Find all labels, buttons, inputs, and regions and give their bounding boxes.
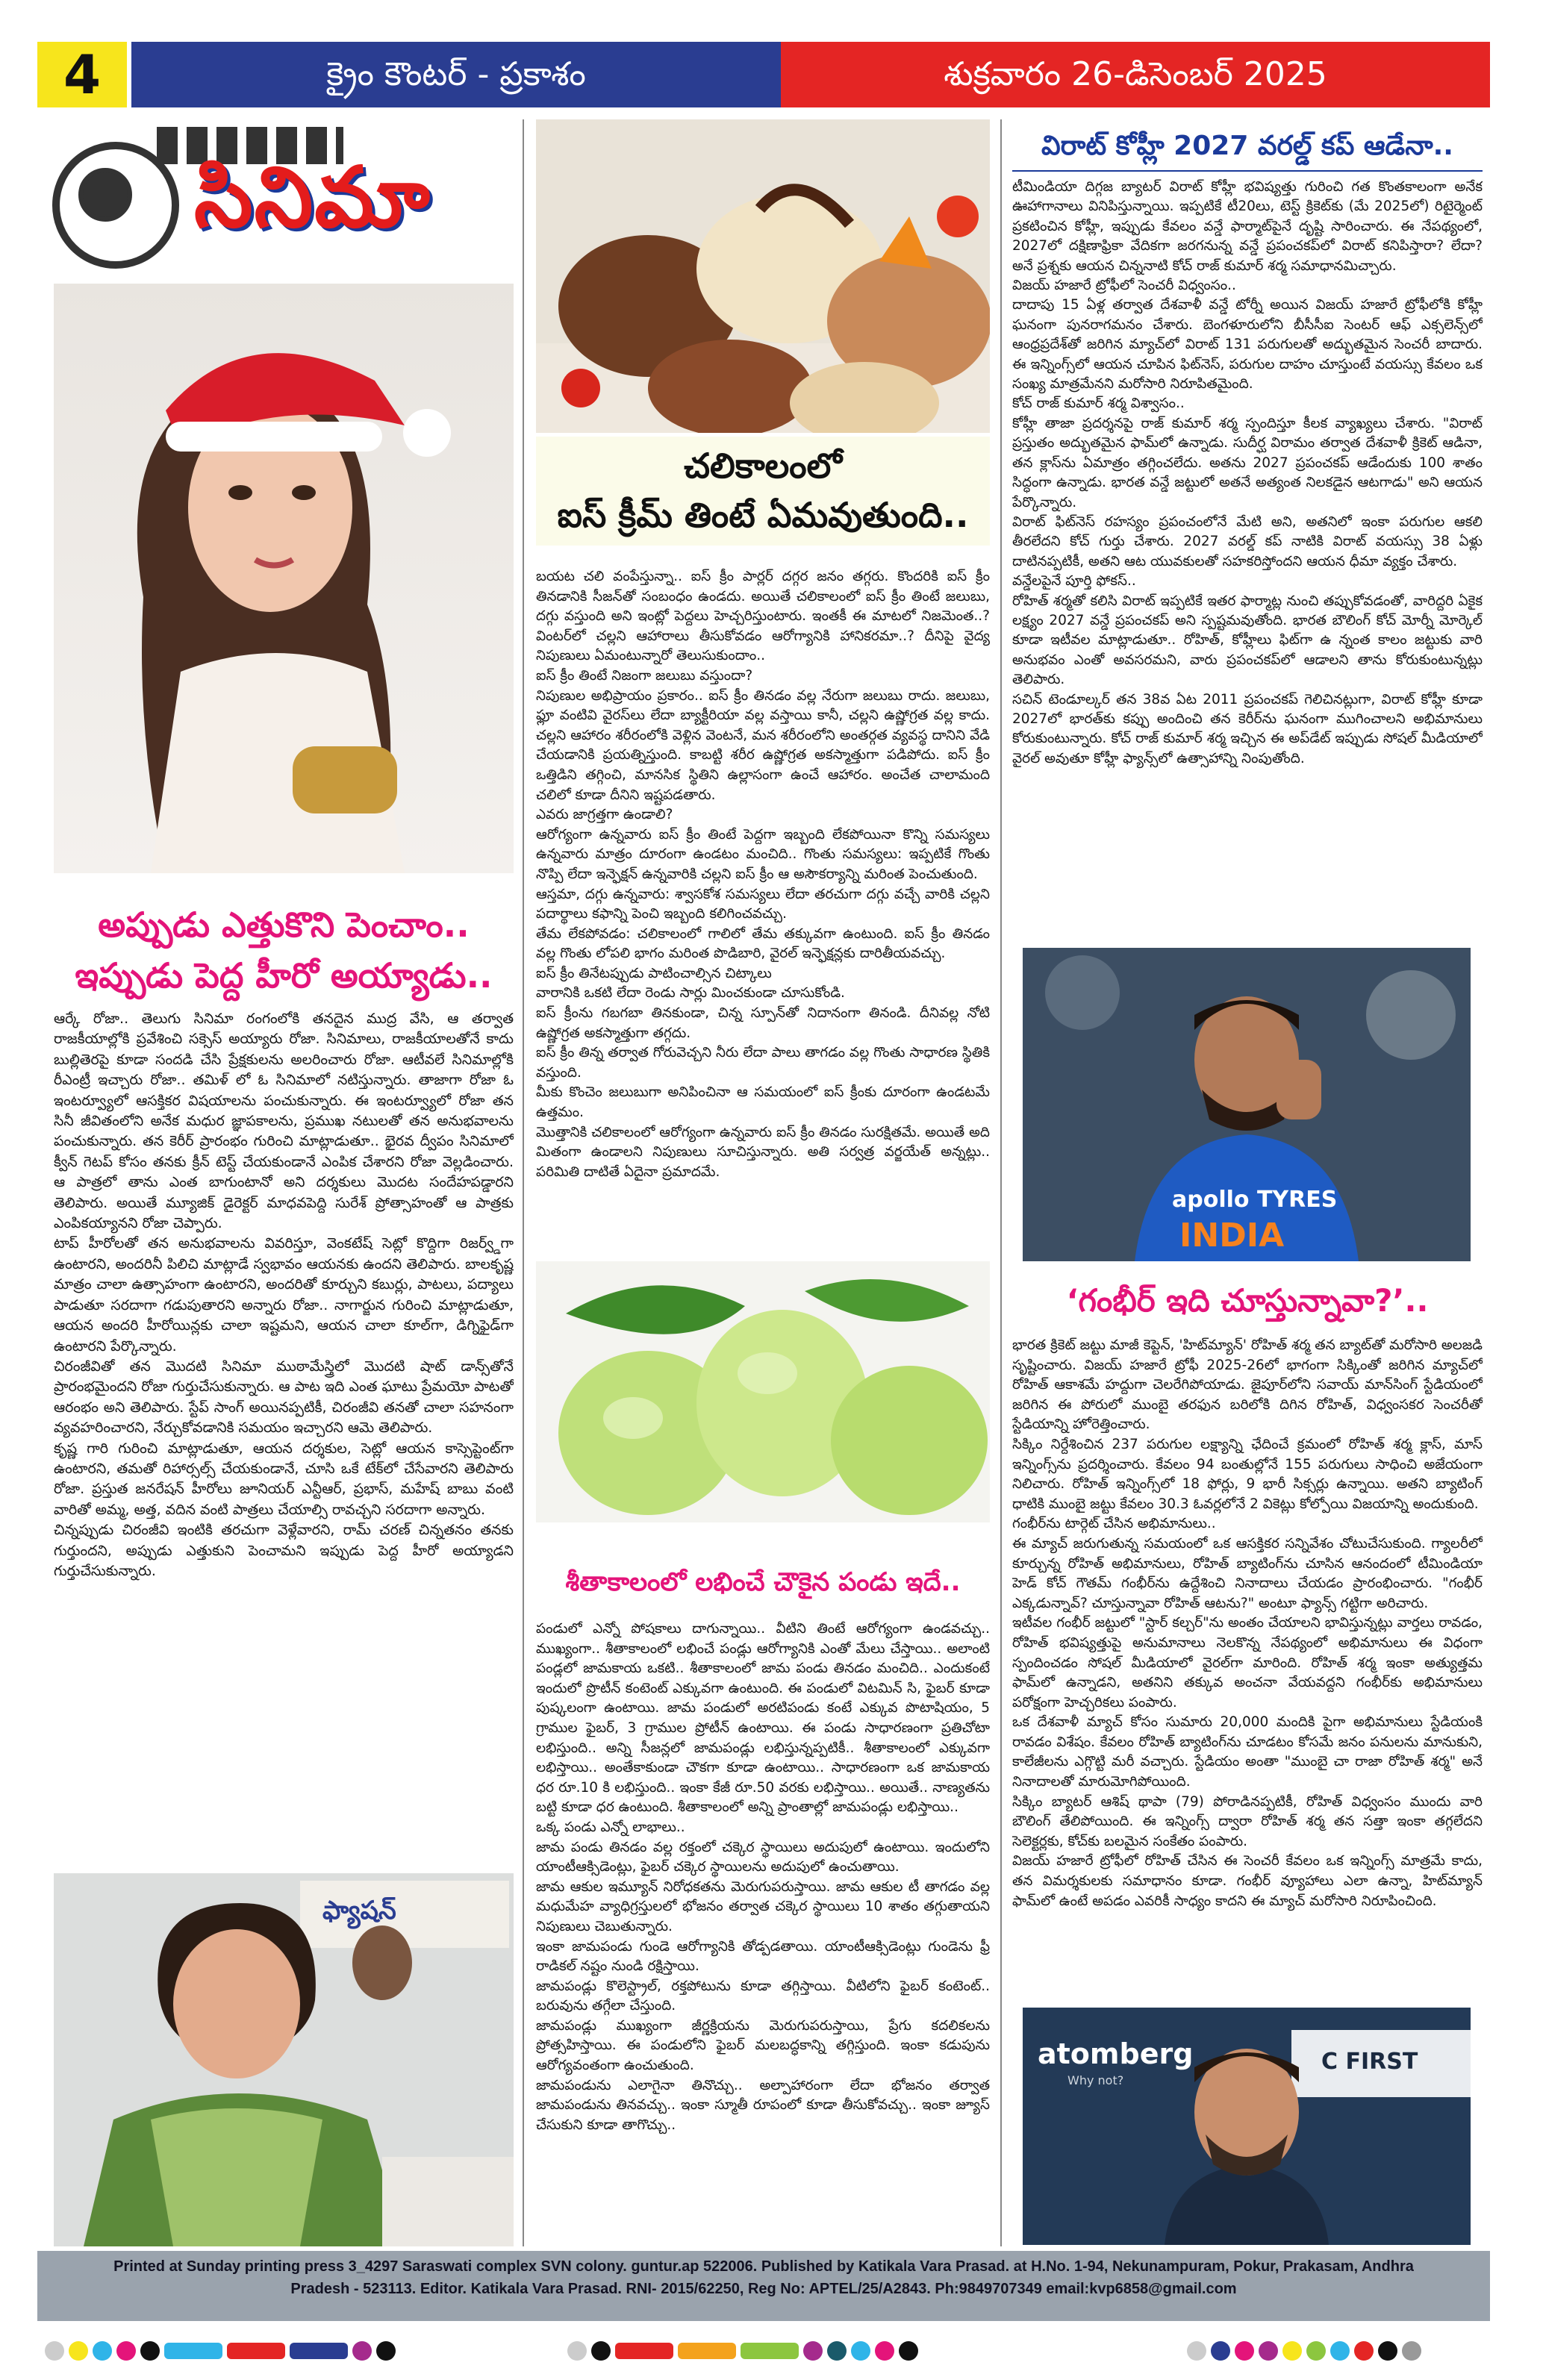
publisher-footer xyxy=(37,2251,1490,2321)
header-title-bar xyxy=(131,42,781,107)
page-date: శుక్రవారం 26-డిసెంబర్ 2025 xyxy=(944,55,1327,93)
cinema-headline-line-1: అప్పుడు ఎత్తుకొని పెంచాం.. xyxy=(98,905,470,945)
column-divider-1 xyxy=(523,119,524,2246)
gambhir-banner-subtext: Why not? xyxy=(1067,2073,1124,2087)
registration-dot xyxy=(1330,2341,1350,2361)
color-registration-marks-right xyxy=(1187,2340,1421,2362)
kohli-headline-underline xyxy=(1012,170,1483,172)
icecream-article-body: బయట చలి వంపేస్తున్నా.. ఐస్ క్రీం పార్లర్ దగ్గర జనం తగ్గరు. కొందరికి ఐస్ క్రీం తినడానికి సీజన్‌తో సంబంధం ఉండదు. అయితే చలికాలంలో ఐస్ క్రీం తింటే జలుబు, దగ్గు వస్తుంది అని ఇంట్లో పెద్దలు హెచ్చరిస్తుంటారు. ఇంతకీ ఈ మాటలో నిజమెంత..? వింటర్‌లో చల్లని ఆహారాలు తీసుకోవడం ఆరోగ్యానికి హానికరమా..? దీనిపై వైద్య నిపుణులు ఏమంటున్నారో తెలుసుకుందాం.. ఐస్ క్రీం తింటే నిజంగా జలుబు వస్తుందా? నిపుణుల అభిప్రాయం ప్రకారం.. ఐస్ క్రీం తినడం వల్ల నేరుగా జలుబు రాదు. జలుబు, ఫ్లూ వంటివి వైరస్‌లు లేదా బ్యాక్టీరియా వల్ల వస్తాయి కానీ, చల్లని ఉష్ణోగ్రత వల్ల కాదు. చల్లని ఆహారం శరీరంలోకి వెళ్లిన వెంటనే, మన శరీరంలోని అంతర్గత వ్యవస్థ దానిని వేడి చేయడానికి ప్రయత్నిస్తుంది. కాబట్టి శరీర ఉష్ణోగ్రత అకస్మాత్తుగా పడిపోదు. ఐస్ క్రీం ఒత్తిడిని తగ్గించి, మానసిక స్థితిని ఉల్లాసంగా ఉంచే ఆహారం. అంచేత చాలామంది చలిలో కూడా దీనిని ఇష్టపడతారు. ఎవరు జాగ్రత్తగా ఉండాలి? ఆరోగ్యంగా ఉన్నవారు ఐస్ క్రీం తింటే పెద్దగా ఇబ్బంది లేకపోయినా కొన్ని సమస్యలు ఉన్నవారు మాత్రం దూరంగా ఉండటం మంచిది.. గొంతు సమస్యలు: ఇప్పటికే గొంతు నొప్పి లేదా ఇన్ఫెక్షన్ ఉన్నవారికి చల్లని ఐస్ క్రీం ఆ అసౌకర్యాన్ని మరింత పెంచుతుంది. ఆస్తమా, దగ్గు ఉన్నవారు: శ్వాసకోశ సమస్యలు లేదా తరచుగా దగ్గు వచ్చే వారికి చల్లని పదార్థాలు కఫాన్ని పెంచి ఇబ్బంది కలిగించవచ్చు. తేమ లేకపోవడం: చలికాలంలో గాలిలో తేమ తక్కువగా ఉంటుంది. ఐస్ క్రీం తినడం వల్ల గొంతు లోపలి భాగం మరింత పొడిబారి, వైరల్ ఇన్ఫెక్షన్లకు దారితీయవచ్చు. ఐస్ క్రీం తినేటప్పుడు పాటించాల్సిన చిట్కాలు వారానికి ఒకటి లేదా రెండు సార్లు మించకుండా చూసుకోండి. ఐస్ క్రీంను గబగబా తినకుండా, చిన్న స్పూన్‌తో నిదానంగా తినండి. దీనివల్ల నోటి ఉష్ణోగ్రత అకస్మాత్తుగా తగ్గదు. ఐస్ క్రీం తిన్న తర్వాత గోరువెచ్చని నీరు లేదా పాలు తాగడం వల్ల గొంతు సాధారణ స్థితికి వస్తుంది. మీకు కొంచెం జలుబుగా అనిపించినా ఆ సమయంలో ఐస్ క్రీంకు దూరంగా ఉండటమే ఉత్తమం. మొత్తానికి చలికాలంలో ఆరోగ్యంగా ఉన్నవారు ఐస్ క్రీం తినడం సురక్షితమే. అయితే అది మితంగా ఉండాలని నిపుణులు సూచిస్తున్నారు. అతి సర్వత్ర వర్జయేత్ అన్నట్లు.. పరిమితి దాటితే ఏదైనా ప్రమాదమే. xyxy=(536,569,990,1180)
footer-line-1: Printed at Sunday printing press 3_4297 Saraswati complex SVN colony. guntur.ap 522006. Published by Katikala Vara Prasad. at H.No. 1-94, Nekunampuram, Pokur, Prakasam, Andhra xyxy=(113,2258,1414,2275)
registration-dot xyxy=(1402,2341,1421,2361)
registration-dot xyxy=(1259,2341,1278,2361)
registration-dot xyxy=(591,2341,611,2361)
registration-dot xyxy=(1282,2341,1302,2361)
kohli-jersey-sponsor: apollo TYRES xyxy=(1172,1187,1338,1213)
registration-dot xyxy=(1211,2341,1230,2361)
registration-dot xyxy=(1306,2341,1326,2361)
registration-dot xyxy=(45,2341,64,2361)
kohli-article-body: టీమిండియా దిగ్గజ బ్యాటర్ విరాట్ కోహ్లీ భవిష్యత్తు గురించి గత కొంతకాలంగా అనేక ఊహాగానాలు వినిపిస్తున్నాయి. ఇప్పటికే టీ20లు, టెస్ట్ క్రికెట్‌కు (మే 2025లో) రిటైర్మెంట్ ప్రకటించిన కోహ్లీ, ఇప్పుడు కేవలం వన్డే ఫార్మాట్‌పైనే దృష్టి సారించారు. ఈ నేపథ్యంలో, 2027లో దక్షిణాఫ్రికా వేదికగా జరగనున్న వన్డే ప్రపంచకప్‌లో విరాట్ కనిపిస్తారా? లేదా? అనే ప్రశ్నకు ఆయన చిన్ననాటి కోచ్ రాజ్ కుమార్ శర్మ సమాధానమిచ్చారు. విజయ్ హజారే ట్రోఫీలో సెంచరీ విధ్వంసం.. దాదాపు 15 ఏళ్ల తర్వాత దేశవాళీ వన్డే టోర్నీ అయిన విజయ్ హజారే ట్రోఫీలోకి కోహ్లీ ఘనంగా పునరాగమనం చేశారు. బెంగళూరులోని బీసీసీఐ సెంటర్ ఆఫ్ ఎక్సలెన్స్‌లో ఆంధ్రప్రదేశ్‌తో జరిగిన మ్యాచ్‌లో విరాట్ 131 పరుగులతో అద్భుతమైన సెంచరీ బాదారు. ఈ ఇన్నింగ్స్‌లో ఆయన చూపిన ఫిట్‌నెస్, పరుగుల దాహం చూస్తుంటే వయస్సు కేవలం ఒక సంఖ్య మాత్రమేనని మరోసారి నిరూపితమైంది. కోచ్ రాజ్ కుమార్ శర్మ విశ్వాసం.. కోహ్లీ తాజా ప్రదర్శనపై రాజ్ కుమార్ శర్మ స్పందిస్తూ కీలక వ్యాఖ్యలు చేశారు. "విరాట్ ప్రస్తుతం అద్భుతమైన ఫామ్‌లో ఉన్నాడు. సుదీర్ఘ విరామం తర్వాత దేశవాళీ క్రికెట్ ఆడినా, తన క్లాస్‌ను ఏమాత్రం తగ్గించలేదు. అతను 2027 ప్రపంచకప్ ఆడేందుకు 100 శాతం సిద్ధంగా ఉన్నాడు. భారత వన్డే జట్టులో అతనే అత్యంత నిలకడైన ఆటగాడు" అని ఆయన పేర్కొన్నారు. విరాట్ ఫిట్‌నెస్ రహస్యం ప్రపంచంలోనే మేటి అని, అతనిలో ఇంకా పరుగుల ఆకలి తీరలేదని కోచ్ గుర్తు చేశారు. 2027 వరల్డ్ కప్ నాటికి విరాట్ వయస్సు 38 ఏళ్లు దాటినప్పటికీ, అతని ఆట యువకులతో సహకరిస్తోందని ఆయన ధీమా వ్యక్తం చేశారు. వన్డేలపైనే పూర్తి ఫోకస్.. రోహిత్ శర్మతో కలిసి విరాట్ ఇప్పటికే ఇతర ఫార్మాట్ల నుంచి తప్పుకోవడంతో, వారిద్దరి ఏకైక లక్ష్యం 2027 వన్డే ప్రపంచకప్ అని స్పష్టమవుతోంది. భారత బౌలింగ్ కోచ్ మోర్నీ మోర్కెల్ కూడా ఇటీవల మాట్లాడుతూ.. రోహిత్, కోహ్లీలు ఫిట్‌గా ఉ న్నంత కాలం జట్టుకు వారి అనుభవం ఎంతో అవసరమని, వారు ప్రపంచకప్‌లో ఆడాలని తాను కోరుకుంటున్నట్లు తెలిపారు. సచిన్ టెండూల్కర్ తన 38వ ఏట 2011 ప్రపంచకప్ గెలిచినట్లుగా, విరాట్ కోహ్లీ కూడా 2027లో భారత్‌కు కప్పు అందించి తన కెరీర్‌ను ఘనంగా ముగించాలని అభిమానులు కోరుకుంటున్నారు. కోచ్ రాజ్ కుమార్ శర్మ ఇచ్చిన ఈ అప్‌డేట్ ఇప్పుడు సోషల్ మీడియాలో వైరల్ అవుతూ కోహ్లీ ఫ్యాన్స్‌లో ఉత్సాహాన్ని నింపుతోంది. xyxy=(1012,179,1483,766)
registration-dot xyxy=(1187,2341,1206,2361)
color-registration-marks-center xyxy=(567,2340,918,2362)
registration-bar xyxy=(678,2343,736,2359)
gambhir-banner-right-text: C FIRST xyxy=(1321,2049,1418,2075)
page-number: 4 xyxy=(37,42,127,107)
registration-dot xyxy=(827,2341,847,2361)
guava-photo xyxy=(536,1261,990,1522)
color-registration-marks-left xyxy=(45,2340,396,2362)
registration-bar xyxy=(164,2343,222,2359)
icecream-headline-line-2: ఐస్ క్రీమ్ తింటే ఏమవుతుంది.. xyxy=(557,495,969,535)
registration-dot xyxy=(567,2341,587,2361)
icecream-headline-line-1: చలికాలంలో xyxy=(684,446,842,486)
roja-photo-banner-text: ఫ్యాషన్ xyxy=(322,1896,396,1925)
registration-dot xyxy=(116,2341,136,2361)
cinema-logo-text: సినిమా xyxy=(194,149,431,246)
cinema-article-body: ఆర్కే రోజా.. తెలుగు సినిమా రంగంలోకి తనదైన ముద్ర వేసి, ఆ తర్వాత రాజకీయాల్లోకి ప్రవేశించి సక్సెస్ అయ్యారు రోజా. సినిమాలు, రాజకీయాలతోనే కాదు బుల్లితెరపై కూడా సందడి చేసి ప్రేక్షకులను అలరించారు రోజా. ఆటీవలే సినిమాల్లోకి రీఎంట్రీ ఇచ్చారు రోజా.. తమిళ్ లో ఓ సినిమాలో నటిస్తున్నారు. తాజాగా రోజా ఓ ఇంటర్వ్యూలో ఆసక్తికర విషయాలను పంచుకున్నారు. ఈ ఇంటర్వ్యూలో రోజా తన సినీ జీవితంలోని అనేక మధుర జ్ఞాపకాలను, ప్రముఖ నటులతో తన అనుభవాలను పంచుకున్నారు. తన కెరీర్ ప్రారంభం గురించి మాట్లాడుతూ.. భైరవ ద్వీపం సినిమాలో క్వీన్ గెటప్ కోసం తనకు క్రీన్ టెస్ట్ చేయకుండానే ఎంపిక చేశారని రోజా వెల్లడించారు. ఆ పాత్రలో తాను ఎంత బాగుంటానో అని దర్శకులు మొదట సందేహపడ్డారని తెలిపారు. అయితే మ్యూజిక్ డైరెక్టర్ మాధవపెద్ది సురేశ్ ప్రోత్సాహంతో ఆ పాత్రకు ఎంపికయ్యానని రోజా చెప్పారు. టాప్ హీరోలతో తన అనుభవాలను వివరిస్తూ, వెంకటేష్ సెట్లో కొద్దిగా రిజర్వ్డ్‌గా ఉంటారని, అందరినీ పిలిచి మాట్లాడే స్వభావం ఆయనకు ఉందని తెలిపారు. బాలకృష్ణ మాత్రం చాలా ఉత్సాహంగా ఉంటారని, అందరితో కూర్చుని కబుర్లు, పాటలు, పద్యాలు పాడుతూ సరదాగా గడుపుతారని అన్నారు రోజా.. నాగార్జున గురించి మాట్లాడుతూ, ఆయన అందరి హీరోయిన్లకు చాలా ఇష్టమని, ఆయన చాలా కూల్‌గా, డిగ్నిఫైడ్‌గా ఉంటారని పేర్కొన్నారు. చిరంజీవితో తన మొదటి సినిమా ముఠామేస్త్రిలో మొదటి షాట్ డాన్స్‌తోనే ప్రారంభమైందని రోజా గుర్తుచేసుకున్నారు. ఆ పాట ఇది ఎంత ఘాటు ప్రేమయో పాటతో ఆరంభం అని తెలిపారు. స్టేప్ సాంగ్ అయినప్పటికీ, చిరంజీవి తనతో చాలా సహనంగా వ్యవహరించారని, నేర్చుకోవడానికి సమయం ఇచ్చారని ఆమె తెలిపారు. కృష్ణ గారి గురించి మాట్లాడుతూ, ఆయన దర్శకుల, సెట్లో ఆయన కాస్సెప్టెంట్‌గా ఉంటారని, తమతో రిహార్సల్స్ చేయకుండానే, చూసి ఒకే టేక్‌లో చేసేవారని తెలిపారు రోజా. ప్రస్తుత జనరేషన్ హీరోలు జూనియర్ ఎన్టీఆర్, ప్రభాస్, మహేష్ బాబు వంటి వారితో అమ్మ, అత్త, వదిన వంటి పాత్రలు చేయాల్సి రావచ్చని సరదాగా అన్నారు. చిన్నప్పుడు చిరంజీవి ఇంటికి తరచుగా వెళ్లేవారని, రామ్ చరణ్ చిన్నతనం తనకు గుర్తుందని, అప్పుడు ఎత్తుకుని పెంచామని ఇప్పుడు పెద్ద హీరో అయ్యాడని గుర్తుచేసుకున్నారు. xyxy=(54,1011,514,1579)
kohli-headline: విరాట్ కోహ్లీ 2027 వరల్డ్ కప్ ఆడేనా.. xyxy=(1041,131,1453,161)
registration-dot xyxy=(69,2341,88,2361)
registration-dot xyxy=(93,2341,112,2361)
icecream-headline xyxy=(536,437,990,546)
registration-bar xyxy=(615,2343,673,2359)
page-title: క్రైం కౌంటర్ - ప్రకాశం xyxy=(326,55,586,93)
gambhir-photo xyxy=(1023,2008,1471,2245)
film-reel-hub-icon xyxy=(78,168,132,222)
registration-dot xyxy=(1235,2341,1254,2361)
footer-line-2: Pradesh - 523113. Editor. Katikala Vara Prasad. RNI- 2015/62250, Reg No: APTEL/25/A2843. Ph:9849707349 email:kvp6858@gmail.com xyxy=(290,2281,1237,2297)
registration-dot xyxy=(851,2341,870,2361)
gambhir-article-body: భారత క్రికెట్ జట్టు మాజీ కెప్టెన్, 'హిట్‌మ్యాన్' రోహిత్ శర్మ తన బ్యాట్‌తో మరోసారి అలజడి సృష్టించారు. విజయ్ హజారే ట్రోఫీ 2025-26లో భాగంగా సిక్కింతో జరిగిన మ్యాచ్‌లో రోహిత్ ఆకాశమే హద్దుగా చెలరేగిపోయాడు. జైపూర్‌లోని సవాయ్ మాన్‌సింగ్ స్టేడియంలో జరిగిన ఈ పోరులో ముంబై తరఫున బరిలోకి దిగిన రోహిత్, విధ్వంసకర సెంచరీతో స్టేడియాన్ని హోరెత్తించారు. సిక్కిం నిర్దేశించిన 237 పరుగుల లక్ష్యాన్ని ఛేదించే క్రమంలో రోహిత్ శర్మ క్లాస్, మాస్ ఇన్నింగ్స్‌ను ప్రదర్శించారు. కేవలం 94 బంతుల్లోనే 155 పరుగులు సాధించి అజేయంగా నిలిచారు. రోహిత్ ఇన్నింగ్స్‌లో 18 ఫోర్లు, 9 భారీ సిక్సర్లు ఉన్నాయి. అతని బ్యాటింగ్ ధాటికి ముంబై జట్టు కేవలం 30.3 ఓవర్లలోనే 2 వికెట్లు కోల్పోయి విజయాన్ని అందుకుంది. గంభీర్‌ను టార్గెట్ చేసిన అభిమానులు.. ఈ మ్యాచ్ జరుగుతున్న సమయంలో ఒక ఆసక్తికర సన్నివేశం చోటుచేసుకుంది. గ్యాలరీలో కూర్చున్న రోహిత్ అభిమానులు, రోహిత్ బ్యాటింగ్‌ను చూసిన ఆనందంలో టీమిండియా హెడ్ కోచ్ గౌతమ్ గంభీర్‌ను ఉద్దేశించి నినాదాలు చేయడం ప్రారంభించారు. "గంభీర్ ఎక్కడున్నావ్? చూస్తున్నావా రోహిత్ ఆటను?" అంటూ ఫ్యాన్స్ గట్టిగా అరిచారు. ఇటీవల గంభీర్ జట్టులో "స్టార్ కల్చర్‌"ను అంతం చేయాలని భావిస్తున్నట్లు వార్తలు రావడం, రోహిత్ భవిష్యత్తుపై అనుమానాలు నెలకొన్న నేపథ్యంలో అభిమానులు ఈ విధంగా స్పందించడం సోషల్ మీడియాలో వైరల్‌గా మారింది. రోహిత్ శర్మ ఇంకా అత్యుత్తమ ఫామ్‌లో ఉన్నాడని, అతనిని తక్కువ అంచనా వేయవద్దని గంభీర్‌కు అభిమానులు పరోక్షంగా హెచ్చరికలు పంపారు. ఒక దేశవాళీ మ్యాచ్ కోసం సుమారు 20,000 మందికి పైగా అభిమానులు స్టేడియంకి రావడం విశేషం. కేవలం రోహిత్ బ్యాటింగ్‌ను చూడటం కోసమే జనం పనులను మానుకుని, కాలేజీలను ఎగ్గొట్టి మరీ వచ్చారు. స్టేడియం అంతా "ముంబై చా రాజా రోహిత్ శర్మ" అనే నినాదాలతో మారుమోగిపోయింది. సిక్కిం బ్యాటర్ ఆశిష్ థాపా (79) పోరాడినప్పటికీ, రోహిత్ విధ్వంసం ముందు వారి బౌలింగ్ తేలిపోయింది. ఈ ఇన్నింగ్స్ ద్వారా రోహిత్ శర్మ తన సత్తా ఇంకా తగ్గలేదని సెలెక్టర్లకు, కోచ్‌కు బలమైన సంకేతం పంపారు. విజయ్ హజారే ట్రోఫీలో రోహిత్ చేసిన ఈ సెంచరీ కేవలం ఒక ఇన్నింగ్స్ మాత్రమే కాదు, తన విమర్శకులకు సమాధానం కూడా. గంభీర్ వ్యూహాలు ఎలా ఉన్నా, హిట్‌మ్యాన్ ఫామ్‌లో ఉంటే అపడం ఎవరికీ సాధ్యం కాదని ఈ మ్యాచ్ మరోసారి నిరూపించింది. xyxy=(1012,1337,1483,1909)
registration-dot xyxy=(376,2341,396,2361)
column-divider-2 xyxy=(1000,119,1002,2246)
kohli-photo xyxy=(1023,948,1471,1261)
registration-dot xyxy=(899,2341,918,2361)
kohli-jersey-text: INDIA xyxy=(1179,1216,1285,1255)
actress-christmas-photo xyxy=(54,284,514,873)
roja-photo xyxy=(54,1873,514,2246)
registration-bar xyxy=(741,2343,799,2359)
guava-article-body: పండులో ఎన్నో పోషకాలు దాగున్నాయి.. వీటిని తింటే ఆరోగ్యంగా ఉండవచ్చు.. ముఖ్యంగా.. శీతాకాలంలో లభించే పండ్లు ఆరోగ్యానికి ఎంతో మేలు చేస్తాయి.. అలాంటి పండ్లలో జామకాయ ఒకటి.. శీతాకాలంలో జామ పండు తినడం మంచిది.. ఎందుకంటే ఇందులో ప్రొటీన్ కంటెంట్ ఎక్కువగా ఉంటుంది. ఈ పండులో విటమిన్ సి, ఫైబర్ కూడా పుష్కలంగా ఉంటాయి. జామ పండులో అరటిపండు కంటే ఎక్కువ పొటాషియం, 5 గ్రాముల ఫైబర్, 3 గ్రాముల ప్రోటీన్ ఉంటాయి. ఈ పండు సాధారణంగా ప్రతిచోటా లభిస్తుంది.. అన్ని సీజన్లలో జామపండ్లు లభిస్తున్నప్పటికీ.. శీతాకాలంలో ఎక్కువగా లభిస్తాయి.. అంతేకాకుండా చౌకగా కూడా ఉంటాయి.. సాధారణంగా ఒక జామకాయ ధర రూ.10 కి లభిస్తుంది.. ఇంకా కేజీ రూ.50 వరకు లభిస్తాయి.. అయితే.. నాణ్యతను బట్టి కూడా ధర ఉంటుంది. శీతాకాలంలో అన్ని ప్రాంతాల్లో జామపండ్లు లభిస్తాయి.. ఒక్క పండు ఎన్నో లాభాలు.. జామ పండు తినడం వల్ల రక్తంలో చక్కెర స్థాయిలు అదుపులో ఉంటాయి. ఇందులోని యాంటీఆక్సిడెంట్లు, ఫైబర్ చక్కెర స్థాయిలను అదుపులో ఉంచుతాయి. జామ ఆకుల ఇమ్యూన్ నిరోధకతను మెరుగుపరుస్తాయి. జామ ఆకుల టీ తాగడం వల్ల మధుమేహ వ్యాధిగ్రస్తులలో భోజనం తర్వాత చక్కెర స్థాయిలు 10 శాతం తగ్గుతాయని నిపుణులు చెబుతున్నారు. ఇంకా జామపండు గుండె ఆరోగ్యానికి తోడ్పడతాయి. యాంటీఆక్సిడెంట్లు గుండెను ఫ్రీ రాడికల్ నష్టం నుండి రక్షిస్తాయి. జామపండ్లు కొలెస్ట్రాల్, రక్తపోటును కూడా తగ్గిస్తాయి. వీటిలోని ఫైబర్ కంటెంట్.. బరువును తగ్గేలా చేస్తుంది. జామపండ్లు ముఖ్యంగా జీర్ణక్రియను మెరుగుపరుస్తాయి, ప్రేగు కదలికలను ప్రోత్సహిస్తాయి. ఈ పండులోని ఫైబర్ మలబద్ధకాన్ని తగ్గిస్తుంది. ఇంకా కడుపును ఆరోగ్యవంతంగా ఉంచుతుంది. జామపండును ఎలాగైనా తినొచ్చు.. అల్పాహారంగా లేదా భోజనం తర్వాత జామపండును తినవచ్చు.. ఇంకా స్మూతీ రూపంలో కూడా తీసుకోవచ్చు.. ఇంకా జ్యూస్ చేసుకుని కూడా తాగొచ్చు.. xyxy=(536,1621,990,2133)
registration-bar xyxy=(227,2343,285,2359)
registration-dot xyxy=(352,2341,372,2361)
gambhir-headline: ‘గంభీర్ ఇది చూస్తున్నావా?’.. xyxy=(1066,1282,1429,1319)
cinema-headline xyxy=(54,899,514,1001)
registration-dot xyxy=(1378,2341,1397,2361)
ice-cream-photo xyxy=(536,119,990,433)
registration-dot xyxy=(875,2341,894,2361)
registration-dot xyxy=(140,2341,160,2361)
registration-dot xyxy=(803,2341,823,2361)
header-date-bar xyxy=(781,42,1490,107)
guava-headline: శీతాకాలంలో లభించే చౌకైన పండు ఇదే.. xyxy=(565,1567,961,1597)
cinema-section-logo xyxy=(52,127,515,276)
cinema-headline-line-2: ఇప్పుడు పెద్ద హీరో అయ్యాడు.. xyxy=(75,955,493,996)
registration-dot xyxy=(1354,2341,1374,2361)
registration-bar xyxy=(290,2343,348,2359)
gambhir-banner-text: atomberg xyxy=(1038,2037,1194,2070)
